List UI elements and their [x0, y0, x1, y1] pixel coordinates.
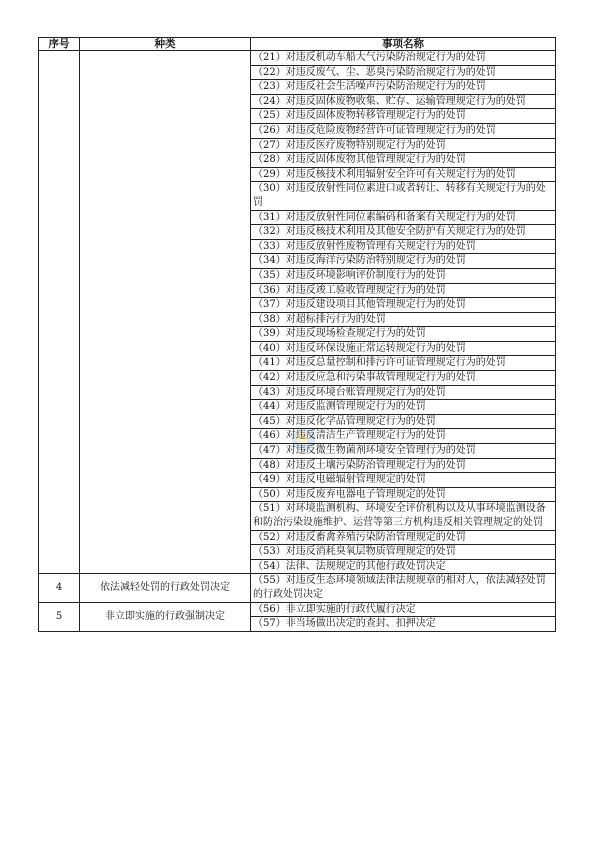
table-row [39, 574, 556, 602]
seq-cell [39, 51, 80, 574]
item-cell: （51）对环境监测机构、环境安全评价机构以及从事环境监测设备和防治污染设施维护、运营等第三方机构违反相关管理规定的处罚 [251, 502, 556, 530]
item-cell: （31）对违反放射性同位素编码和备案有关规定行为的处罚 [251, 210, 556, 225]
item-cell: （46）对违反清洁生产管理规定行为的处罚 [251, 429, 556, 444]
items-table [38, 37, 556, 632]
seq-cell: 4 [39, 574, 80, 602]
item-cell: （27）对违反医疗废物特别规定行为的处罚 [251, 138, 556, 153]
category-cell: 非立即实施的行政强制决定 [80, 602, 251, 631]
item-cell: （38）对超标排污行为的处罚 [251, 312, 556, 327]
seq-cell: 5 [39, 602, 80, 631]
category-cell [80, 51, 251, 574]
item-cell: （30）对违反放射性同位素进口或者转让、转移有关规定行为的处罚 [251, 182, 556, 210]
item-cell: （49）对违反电磁辐射管理规定的处罚 [251, 473, 556, 488]
item-cell: （41）对违反总量控制和排污许可证管理规定行为的处罚 [251, 356, 556, 371]
item-cell: （32）对违反核技术利用及其他安全防护有关规定行为的处罚 [251, 225, 556, 240]
item-cell: （33）对违反放射性废物管理有关规定行为的处罚 [251, 239, 556, 254]
item-cell: （23）对违反社会生活噪声污染防治规定行为的处罚 [251, 80, 556, 95]
item-cell: （47）对违反微生物菌剂环境安全管理行为的处罚 [251, 444, 556, 459]
item-cell: （44）对违反监测管理规定行为的处罚 [251, 400, 556, 415]
item-cell: （34）对违反海洋污染防治特别规定行为的处罚 [251, 254, 556, 269]
item-cell: （22）对违反废气、尘、恶臭污染防治规定行为的处罚 [251, 65, 556, 80]
item-cell: （55）对违反生态环境领域法律法规规章的相对人，依法减轻处罚的行政处罚决定 [251, 574, 556, 602]
item-cell: （50）对违反废弃电器电子管理规定的处罚 [251, 487, 556, 502]
item-cell: （40）对违反环保设施正常运转规定行为的处罚 [251, 341, 556, 356]
table-row [39, 602, 556, 617]
item-cell: （36）对违反竣工验收管理规定行为的处罚 [251, 283, 556, 298]
item-cell: （26）对违反危险废物经营许可证管理规定行为的处罚 [251, 123, 556, 138]
header-seq: 序号 [39, 38, 80, 51]
item-cell: （29）对违反核技术利用辐射安全许可有关规定行为的处罚 [251, 167, 556, 182]
item-cell: （54）法律、法规规定的其他行政处罚决定 [251, 559, 556, 574]
item-cell: （52）对违反畜禽养殖污染防治管理规定的处罚 [251, 530, 556, 545]
item-cell: （35）对违反环境影响评价制度行为的处罚 [251, 268, 556, 283]
item-cell: （39）对违反现场检查规定行为的处罚 [251, 327, 556, 342]
header-category: 种类 [80, 38, 251, 51]
item-cell: （28）对违反固体废物其他管理规定行为的处罚 [251, 153, 556, 168]
header-item-name: 事项名称 [251, 38, 556, 51]
item-cell: （37）对违反建设项目其他管理规定行为的处罚 [251, 298, 556, 313]
header-row [39, 38, 556, 51]
item-cell: （42）对违反应急和污染事故管理规定行为的处罚 [251, 371, 556, 386]
item-cell: （48）对违反土壤污染防治管理规定行为的处罚 [251, 458, 556, 473]
item-cell: （21）对违反机动车船大气污染防治规定行为的处罚 [251, 51, 556, 66]
item-cell: （25）对违反固体废物转移管理规定行为的处罚 [251, 109, 556, 124]
category-cell: 依法减轻处罚的行政处罚决定 [80, 574, 251, 602]
item-cell: （56）非立即实施的行政代履行决定 [251, 602, 556, 617]
item-cell: （24）对违反固体废物收集、贮存、运输管理规定行为的处罚 [251, 94, 556, 109]
item-cell: （45）对违反化学品管理规定行为的处罚 [251, 414, 556, 429]
table-row [39, 51, 556, 66]
item-cell: （57）非当场做出决定的查封、扣押决定 [251, 617, 556, 632]
item-cell: （53）对违反消耗臭氧层物质管理规定的处罚 [251, 545, 556, 560]
item-cell: （43）对违反环境台账管理规定行为的处罚 [251, 385, 556, 400]
